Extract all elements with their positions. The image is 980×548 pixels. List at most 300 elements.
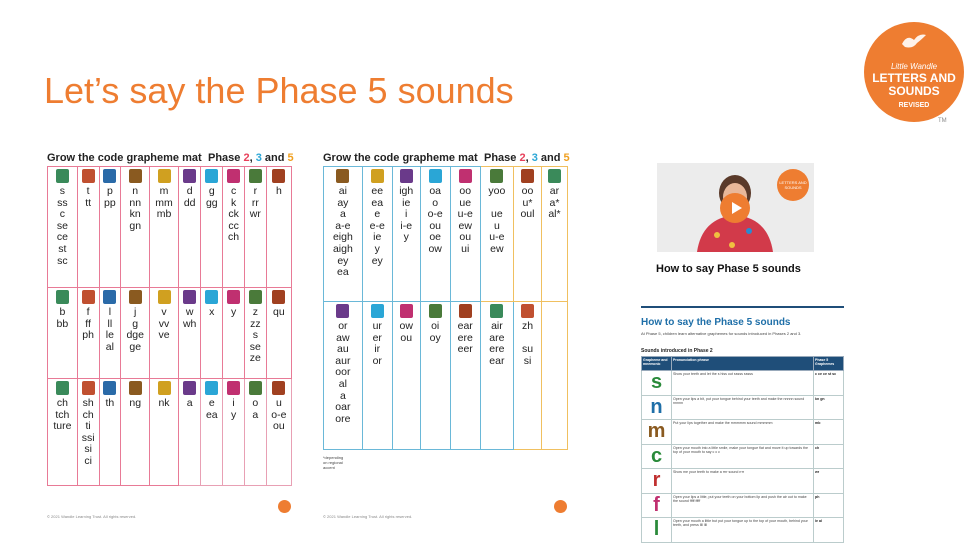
grapheme-cell <box>77 379 99 486</box>
phase5-graphemes: c ce ce st sc <box>814 371 844 396</box>
mnemonic-picture-icon <box>272 290 285 304</box>
mnemonic-picture-icon <box>371 304 384 318</box>
mnemonic-picture-icon <box>205 290 218 304</box>
table-row <box>642 444 844 469</box>
grapheme: al <box>338 377 347 390</box>
mnemonic-picture-icon <box>183 290 196 304</box>
grapheme: gg <box>205 196 218 209</box>
grapheme: gn <box>129 219 142 232</box>
mnemonic-picture-icon <box>490 169 503 183</box>
mnemonic-letter: m <box>642 420 672 445</box>
grapheme: c <box>230 185 237 197</box>
mat-left-mini-logo <box>278 500 291 513</box>
grapheme: wh <box>182 317 197 330</box>
grapheme: air <box>491 320 503 332</box>
grapheme: e <box>374 208 381 221</box>
grapheme: aigh <box>332 242 353 255</box>
pronunciation-phrase: Open your lips a little, put your teeth on your bottom lip and push the air out to make the sound fffff fffff <box>672 493 814 518</box>
grapheme: ew <box>490 242 504 255</box>
grapheme-cell <box>201 167 223 288</box>
grapheme: ou <box>459 231 472 244</box>
grapheme-cell <box>178 379 200 486</box>
grapheme: or <box>338 320 348 332</box>
grapheme: a <box>186 397 193 409</box>
grapheme: f <box>86 306 90 318</box>
grapheme: y <box>403 231 409 244</box>
grapheme: ch <box>82 408 94 421</box>
mnemonic-picture-icon <box>183 381 196 395</box>
phase5-graphemes: wr <box>814 469 844 494</box>
grapheme-cell <box>121 167 150 288</box>
grapheme: oul <box>520 208 535 221</box>
grapheme: ere <box>489 343 505 356</box>
grapheme: ge <box>129 340 142 353</box>
grapheme: mm <box>155 196 173 209</box>
grapheme: sc <box>57 254 68 267</box>
grapheme: a <box>339 208 346 221</box>
grapheme: nk <box>158 397 170 409</box>
grapheme: rr <box>251 196 259 209</box>
grapheme: ve <box>158 329 170 342</box>
grapheme: si <box>84 443 92 456</box>
grapheme-cell <box>392 167 420 302</box>
grapheme: e-e <box>369 219 385 232</box>
doc-sounds-table <box>641 356 844 543</box>
mnemonic-picture-icon <box>490 304 503 318</box>
grapheme: ou <box>429 219 442 232</box>
mnemonic-picture-icon <box>183 169 196 183</box>
grapheme: oa <box>429 185 442 197</box>
grapheme: w <box>185 306 194 318</box>
mnemonic-picture-icon <box>158 290 171 304</box>
grapheme-cell <box>77 288 99 379</box>
mnemonic-picture-icon <box>227 169 240 183</box>
grapheme: vv <box>158 317 170 330</box>
mat-left-phase: Phase 2, 3 and 5 <box>208 152 294 164</box>
grapheme: l <box>108 306 112 318</box>
grapheme: ey <box>337 254 349 267</box>
grapheme: ng <box>129 397 142 409</box>
grapheme: dge <box>126 329 144 342</box>
mnemonic-picture-icon <box>158 169 171 183</box>
mnemonic-picture-icon <box>82 290 95 304</box>
grapheme: eer <box>457 343 473 356</box>
mnemonic-letter: r <box>642 469 672 494</box>
logo-line-3: SOUNDS <box>888 84 940 98</box>
grapheme: ey <box>371 254 383 267</box>
grapheme: se <box>249 340 261 353</box>
mnemonic-picture-icon <box>429 169 442 183</box>
grapheme: su <box>521 343 534 356</box>
pronunciation-phrase: Put your lips together and make the mmmmm sound mmmmm <box>672 420 814 445</box>
grapheme: au <box>337 343 349 356</box>
grapheme: t <box>86 185 90 197</box>
grapheme: v <box>161 306 167 318</box>
grapheme: ea <box>205 408 218 421</box>
grapheme: ai <box>338 185 347 197</box>
grapheme: eigh <box>332 231 353 244</box>
mnemonic-picture-icon <box>56 290 69 304</box>
pronunciation-phrase: Open your lips a bit, put your tongue behind your teeth and make the nnnnn sound nnnnn <box>672 395 814 420</box>
mnemonic-picture-icon <box>103 290 116 304</box>
grapheme: y <box>230 306 237 318</box>
mat-left-title: Grow the code grapheme mat <box>47 152 202 164</box>
grapheme: or <box>372 354 382 367</box>
grapheme: ch <box>56 397 68 409</box>
grapheme: ue <box>459 196 472 209</box>
grapheme: st <box>58 242 67 255</box>
grapheme: oo <box>521 185 534 197</box>
grapheme: ch <box>228 231 240 244</box>
grapheme-cell <box>392 302 420 450</box>
grapheme-cell <box>150 167 179 288</box>
grapheme-cell <box>324 302 363 450</box>
grapheme-cell <box>244 288 266 379</box>
grapheme: h <box>275 185 282 197</box>
grapheme-cell <box>480 302 513 450</box>
grapheme-cell <box>48 379 78 486</box>
grapheme-cell <box>48 167 78 288</box>
mnemonic-letter: n <box>642 395 672 420</box>
grapheme: ll <box>107 317 113 330</box>
grapheme: tch <box>55 408 70 421</box>
grapheme: o-e <box>271 408 287 421</box>
grapheme-cell <box>99 288 121 379</box>
grapheme: oy <box>429 331 441 344</box>
grapheme-cell <box>541 167 567 302</box>
grapheme: y <box>230 408 237 421</box>
grapheme-cell <box>178 167 200 288</box>
grapheme: b <box>59 306 66 318</box>
mnemonic-picture-icon <box>272 169 285 183</box>
doc-col-grapheme: Grapheme and mnemonic <box>642 357 672 371</box>
mnemonic-picture-icon <box>82 381 95 395</box>
grapheme: k <box>230 196 237 209</box>
mnemonic-picture-icon <box>129 381 142 395</box>
grapheme: u* <box>522 196 533 209</box>
grapheme: ew <box>458 219 472 232</box>
mnemonic-picture-icon <box>459 304 472 318</box>
grapheme: sh <box>82 397 94 409</box>
mnemonic-picture-icon <box>548 169 561 183</box>
slide-title: Let’s say the Phase 5 sounds <box>44 70 514 111</box>
table-row <box>642 518 844 543</box>
grapheme-cell <box>244 379 266 486</box>
mnemonic-picture-icon <box>272 381 285 395</box>
grapheme: ay <box>337 196 349 209</box>
mnemonic-letter: s <box>642 371 672 396</box>
grapheme: th <box>105 397 115 409</box>
grapheme: er <box>372 331 382 344</box>
logo-line-2: LETTERS AND <box>872 71 956 85</box>
little-wandle-logo <box>864 22 964 122</box>
grapheme: al <box>105 340 114 353</box>
grapheme: s <box>59 185 65 197</box>
grapheme: ea <box>371 196 384 209</box>
grapheme: i <box>405 208 408 221</box>
grapheme: j <box>134 306 137 318</box>
grapheme: ir <box>374 343 381 356</box>
grapheme: ie <box>402 196 411 209</box>
grapheme-cell <box>223 379 245 486</box>
grapheme: x <box>209 306 215 318</box>
grapheme-cell <box>244 167 266 288</box>
grapheme: oi <box>431 320 440 332</box>
pronunciation-phrase: Show me your teeth to make a rrrr sound rrrr <box>672 469 814 494</box>
mnemonic-picture-icon <box>103 381 116 395</box>
grapheme-cell <box>450 167 480 302</box>
grapheme: aur <box>335 354 351 367</box>
mnemonic-picture-icon <box>400 304 413 318</box>
table-row <box>642 395 844 420</box>
mnemonic-picture-icon <box>371 169 384 183</box>
grapheme: ue <box>491 208 503 221</box>
grapheme: u-e <box>489 231 505 244</box>
grapheme: e <box>208 397 215 409</box>
grapheme-cell <box>362 167 392 302</box>
grapheme: ow <box>428 242 442 255</box>
mnemonic-picture-icon <box>249 169 262 183</box>
mnemonic-picture-icon <box>56 381 69 395</box>
trademark: TM <box>938 118 947 124</box>
grapheme-cell-empty <box>541 302 567 450</box>
grapheme: o <box>252 397 259 409</box>
video-logo: LETTERS AND SOUNDS <box>777 169 809 201</box>
mnemonic-picture-icon <box>205 169 218 183</box>
mnemonic-picture-icon <box>129 290 142 304</box>
grapheme: ss <box>57 196 68 209</box>
pronunciation-phrase: Open your mouth a little but put your tongue up to the top of your mouth, behind your teeth, and press llll llll <box>672 518 814 543</box>
mnemonic-picture-icon <box>129 169 142 183</box>
mat-right-footer: © 2021 Wandle Learning Trust. All rights reserved. <box>323 514 413 519</box>
mnemonic-letter: c <box>642 444 672 469</box>
grapheme: si <box>523 354 532 367</box>
grapheme: a-e <box>335 219 351 232</box>
grapheme-cell <box>514 302 542 450</box>
grapheme: ear <box>457 320 473 332</box>
phase5-graphemes: ch <box>814 444 844 469</box>
grapheme: yoo <box>488 185 506 197</box>
grapheme: aw <box>336 331 350 344</box>
grapheme: ee <box>371 185 384 197</box>
grapheme-cell <box>178 288 200 379</box>
grapheme-cell <box>121 379 150 486</box>
mnemonic-picture-icon <box>459 169 472 183</box>
grapheme: d <box>186 185 193 197</box>
mnemonic-picture-icon <box>205 381 218 395</box>
grapheme: wr <box>249 208 261 221</box>
grapheme-grid-right <box>323 166 568 450</box>
grapheme: dd <box>183 196 196 209</box>
doc-section-heading: Sounds introduced in Phase 2 <box>641 348 713 354</box>
play-button[interactable] <box>720 193 750 223</box>
doc-top-bar <box>641 306 844 308</box>
mnemonic-picture-icon <box>521 304 534 318</box>
phase5-graphemes: mb <box>814 420 844 445</box>
grapheme-cell <box>420 167 450 302</box>
grapheme-cell <box>450 302 480 450</box>
grapheme: ear <box>489 354 505 367</box>
video-thumbnail[interactable] <box>657 163 814 252</box>
mnemonic-picture-icon <box>227 381 240 395</box>
grapheme: z <box>252 306 258 318</box>
mat-right-title: Grow the code grapheme mat <box>323 152 478 164</box>
grapheme: ou <box>273 420 285 433</box>
mnemonic-picture-icon <box>249 381 262 395</box>
grapheme: r <box>253 185 258 197</box>
doc-subtitle: At Phase 5, children learn alternative graphemes for sounds introduced in Phases 2 and 3. <box>641 331 802 336</box>
table-row <box>642 493 844 518</box>
grapheme-cell <box>121 288 150 379</box>
grapheme: qu <box>273 306 285 318</box>
grapheme: se <box>56 219 68 232</box>
grapheme: a <box>339 389 346 402</box>
grapheme: zz <box>250 317 261 330</box>
grapheme: oo <box>459 185 472 197</box>
grapheme-grid-left <box>47 166 292 486</box>
grapheme: g <box>132 317 139 330</box>
grapheme: a* <box>549 196 560 209</box>
grapheme: ere <box>457 331 473 344</box>
grapheme: i-e <box>400 219 413 232</box>
grapheme: ph <box>82 329 94 342</box>
phase5-graphemes: ph <box>814 493 844 518</box>
grapheme-cell <box>420 302 450 450</box>
grapheme: ow <box>399 320 413 332</box>
grapheme: ssi <box>81 431 95 444</box>
grapheme-cell <box>266 167 291 288</box>
grapheme: nn <box>129 196 142 209</box>
doc-col-graphemes: Phase 5 Graphemes <box>814 357 844 371</box>
grapheme: u <box>275 397 282 409</box>
grapheme-cell <box>48 288 78 379</box>
grapheme: ti <box>85 420 91 433</box>
grapheme: ea <box>337 266 349 279</box>
grapheme: al* <box>548 208 561 221</box>
mnemonic-picture-icon <box>521 169 534 183</box>
grapheme: cc <box>228 219 239 232</box>
pronunciation-phrase: Open your mouth into a little smile, make your tongue flat and move it up towards the top of your mouth to say c c c <box>672 444 814 469</box>
mnemonic-picture-icon <box>158 381 171 395</box>
grapheme: bb <box>56 317 69 330</box>
mnemonic-picture-icon <box>56 169 69 183</box>
mnemonic-picture-icon <box>336 304 349 318</box>
phase5-sounds-document <box>641 306 844 548</box>
doc-col-phrase: Pronunciation phrase <box>672 357 814 371</box>
logo-line-1: Little Wandle <box>890 62 938 71</box>
grapheme: le <box>105 329 114 342</box>
grapheme: ar <box>549 185 560 197</box>
grapheme: ze <box>249 352 261 365</box>
grapheme: o-e <box>427 208 443 221</box>
mat-right-phase: Phase 2, 3 and 5 <box>484 152 570 164</box>
grapheme-cell <box>266 288 291 379</box>
grapheme: ou <box>400 331 413 344</box>
pronunciation-phrase: Show your teeth and let the s hiss out sssss sssss <box>672 371 814 396</box>
table-row <box>642 420 844 445</box>
grapheme: n <box>132 185 139 197</box>
logo-line-4: REVISED <box>898 102 930 109</box>
grapheme: oor <box>335 366 351 379</box>
regional-accent-note: *depending on regional accent <box>323 455 344 470</box>
grapheme: pp <box>104 196 116 209</box>
grapheme: ie <box>373 231 382 244</box>
grapheme: o <box>432 196 439 209</box>
grapheme: c <box>59 208 65 221</box>
grapheme: ur <box>372 320 382 332</box>
grapheme: ui <box>461 242 470 255</box>
grapheme: igh <box>399 185 414 197</box>
grapheme-cell <box>150 379 179 486</box>
grapheme-cell <box>480 167 513 302</box>
table-row <box>642 371 844 396</box>
mnemonic-picture-icon <box>400 169 413 183</box>
phase5-graphemes: kn gn <box>814 395 844 420</box>
grapheme: y <box>374 242 380 255</box>
mat-left-footer: © 2021 Wandle Learning Trust. All rights reserved. <box>47 514 137 519</box>
grapheme: a <box>252 408 259 421</box>
grapheme-cell <box>99 379 121 486</box>
mnemonic-picture-icon <box>249 290 262 304</box>
grapheme: s <box>252 329 258 342</box>
grapheme: ci <box>84 454 92 467</box>
doc-title: How to say the Phase 5 sounds <box>641 317 791 328</box>
mat-right-mini-logo <box>554 500 567 513</box>
grapheme: kn <box>129 208 141 221</box>
grapheme-cell <box>223 167 245 288</box>
grapheme: ck <box>228 208 239 221</box>
mnemonic-picture-icon <box>103 169 116 183</box>
grapheme: u-e <box>457 208 473 221</box>
grapheme: ore <box>335 412 351 425</box>
grapheme: ture <box>53 420 72 433</box>
mnemonic-picture-icon <box>82 169 95 183</box>
grapheme-cell <box>201 379 223 486</box>
grapheme: m <box>159 185 169 197</box>
grapheme-cell <box>266 379 291 486</box>
mnemonic-letter: f <box>642 493 672 518</box>
grapheme: ce <box>56 231 68 244</box>
grapheme: i <box>232 397 235 409</box>
video-caption: How to say Phase 5 sounds <box>656 263 801 275</box>
grapheme: zh <box>521 320 534 332</box>
grapheme-cell <box>201 288 223 379</box>
grapheme-cell <box>99 167 121 288</box>
play-icon <box>720 193 750 223</box>
grapheme: mb <box>156 208 172 221</box>
grapheme: g <box>208 185 215 197</box>
grapheme: are <box>489 331 505 344</box>
grapheme: oe <box>429 231 442 244</box>
grapheme-cell <box>324 167 363 302</box>
table-row <box>642 469 844 494</box>
grapheme-cell <box>514 167 542 302</box>
grapheme-cell <box>223 288 245 379</box>
grapheme-cell <box>150 288 179 379</box>
phase5-graphemes: le al <box>814 518 844 543</box>
grapheme: tt <box>85 196 92 209</box>
mnemonic-picture-icon <box>429 304 442 318</box>
grapheme-cell <box>77 167 99 288</box>
grapheme: oar <box>335 401 351 414</box>
dove-icon <box>899 32 929 52</box>
mnemonic-picture-icon <box>336 169 349 183</box>
mnemonic-letter: l <box>642 518 672 543</box>
grapheme-cell <box>362 302 392 450</box>
grapheme: ff <box>85 317 91 330</box>
grapheme: p <box>106 185 113 197</box>
mnemonic-picture-icon <box>227 290 240 304</box>
